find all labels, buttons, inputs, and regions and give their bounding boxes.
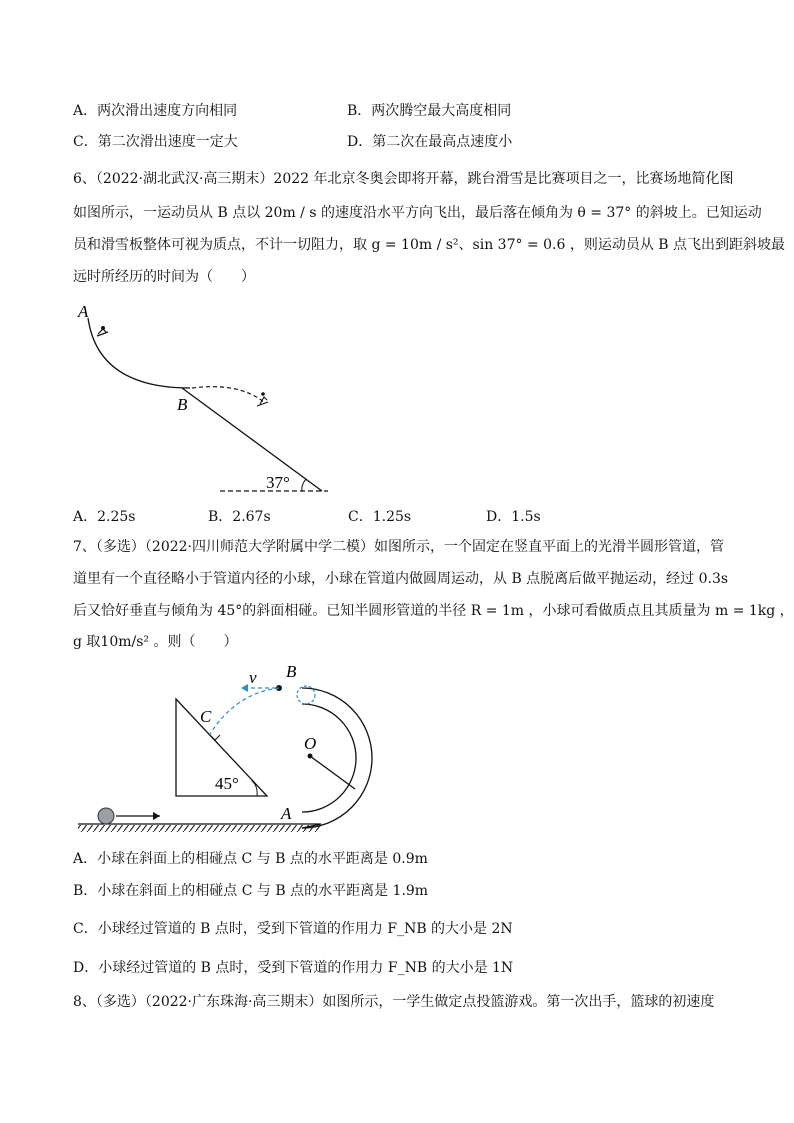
q5-option-c: C．第二次滑出速度一定大 <box>73 134 238 150</box>
trajectory-dashed <box>192 387 265 403</box>
q6-option-d: D．1.5s <box>486 509 541 525</box>
q5-option-a: A．两次滑出速度方向相同 <box>73 103 238 119</box>
q8-line-1: 8、（多选）（2022·广东珠海·高三期末）如图所示，一学生做定点投篮游戏。第一次出手，篮球的初速度 <box>73 994 715 1010</box>
label-a: A <box>78 302 89 321</box>
radius-line <box>310 756 355 789</box>
q6-line-3: 员和滑雪板整体可视为质点，不计一切阻力，取 g = 10m / s²、sin 37° = 0.6 ，则运动员从 B 点飞出到距斜坡最 <box>73 237 786 253</box>
q6-line-1: 6、（2022·湖北武汉·高三期末）2022 年北京冬奥会即将开幕，跳台滑雪是比赛项目之一，比赛场地简化图 <box>73 171 734 187</box>
label-a: A <box>281 804 292 823</box>
q7-line-2: 道里有一个直径略小于管道内径的小球，小球在管道内做圆周运动，从 B 点脱离后做平抛运动，经过 0.3s <box>73 571 729 587</box>
slope-line <box>182 388 322 491</box>
pipe-figure <box>76 655 396 835</box>
skier-icon <box>97 326 108 336</box>
q6-option-a: A．2.25s <box>73 509 136 525</box>
angle-arc <box>302 479 306 491</box>
ski-jump-figure <box>70 296 340 498</box>
q7-option-a: A．小球在斜面上的相碰点 C 与 B 点的水平距离是 0.9m <box>73 851 428 867</box>
flying-skier-icon <box>257 392 268 406</box>
q7-option-b: B．小球在斜面上的相碰点 C 与 B 点的水平距离是 1.9m <box>73 883 429 899</box>
q6-option-c: C．1.25s <box>348 509 412 525</box>
q7-line-4: g 取10m/s² 。则（ ） <box>73 634 238 650</box>
q7-line-1: 7、（多选）（2022·四川师范大学附属中学二模）如图所示，一个固定在竖直平面上的光滑半圆形管道，管 <box>73 539 724 555</box>
label-c: C <box>200 707 212 726</box>
q6-option-b: B．2.67s <box>208 509 271 525</box>
label-b: B <box>177 395 188 414</box>
q7-line-3: 后又恰好垂直与倾角为 45°的斜面相碰。已知半圆形管道的半径 R = 1m ，小球可看做质点且其质量为 m = 1kg ， <box>73 603 794 619</box>
angle-label: 45° <box>215 774 239 793</box>
trajectory-dashed <box>210 688 279 734</box>
q7-option-c: C．小球经过管道的 B 点时，受到下管道的作用力 F_NB 的大小是 2N <box>73 921 513 937</box>
arrow-head-icon <box>153 812 160 820</box>
ground-hatch <box>78 825 321 832</box>
ball-icon <box>98 808 114 824</box>
q5-option-b: B．两次腾空最大高度相同 <box>347 103 512 119</box>
angle-label: 37° <box>266 473 290 492</box>
q7-option-d: D．小球经过管道的 B 点时，受到下管道的作用力 F_NB 的大小是 1N <box>73 960 514 976</box>
q6-line-2: 如图所示，一运动员从 B 点以 20m / s 的速度沿水平方向飞出，最后落在倾角为 θ = 37° 的斜坡上。已知运动 <box>73 205 762 221</box>
label-b: B <box>286 662 297 681</box>
q6-line-4: 远时所经历的时间为（ ） <box>73 269 255 285</box>
label-v: v <box>249 668 257 687</box>
angle-arc <box>252 781 257 796</box>
q5-option-d: D．第二次在最高点速度小 <box>347 134 513 150</box>
velocity-arrow-icon <box>241 684 248 692</box>
label-o: O <box>304 734 317 753</box>
